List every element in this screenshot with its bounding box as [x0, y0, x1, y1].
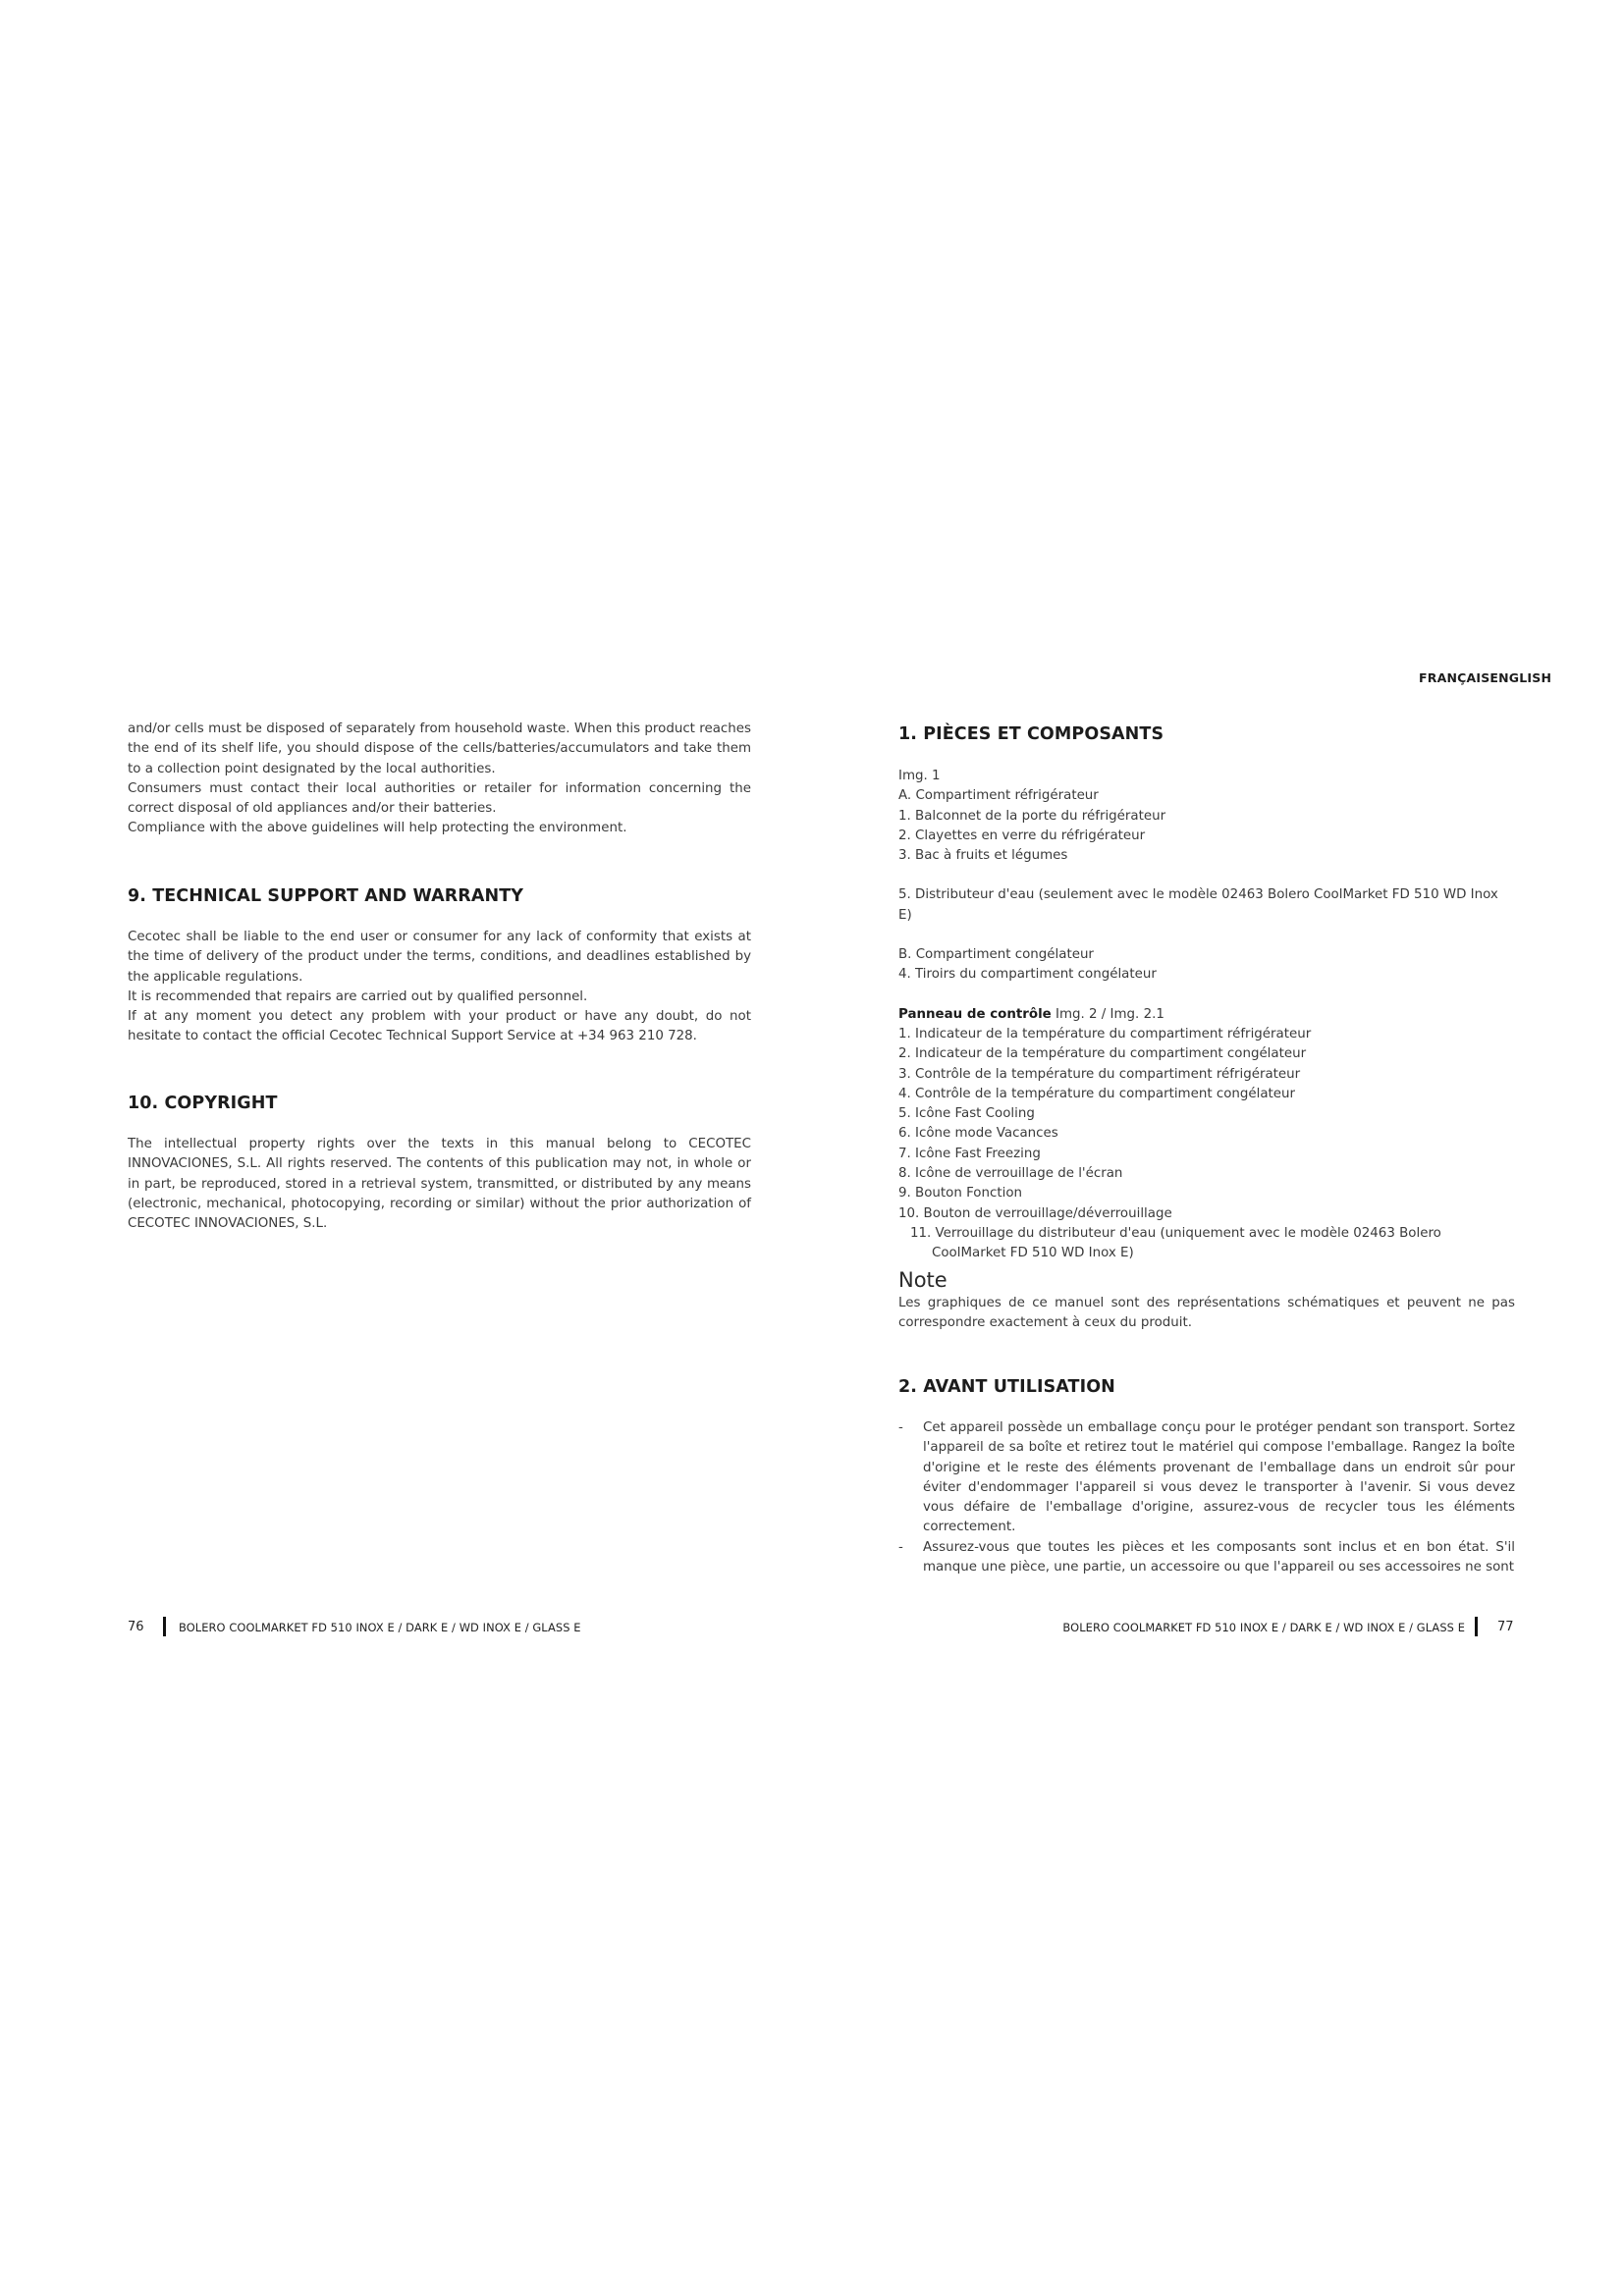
- list-item: 11. Verrouillage du distributeur d'eau (uniquement avec le modèle 02463 Bolero CoolMarket FD 510 WD Inox E): [910, 1225, 1441, 1261]
- language-label: FRANÇAISENGLISH: [1419, 670, 1552, 685]
- section-10-title: 10. COPYRIGHT: [128, 1094, 278, 1113]
- fridge-component-list: [898, 786, 1515, 866]
- list-item: 9. Bouton Fonction: [898, 1186, 1023, 1201]
- list-item: 3. Contrôle de la température du compartiment réfrigérateur: [898, 1066, 1301, 1082]
- list-item: 4. Contrôle de la température du compartiment congélateur: [898, 1086, 1296, 1101]
- warranty-paragraph-3: If at any moment you detect any problem with your product or have any doubt, do not hesitate to contact the official Cecotec Technical Support Service at +34 963 210 728.: [128, 1009, 751, 1044]
- dash-bullet: -: [898, 1420, 903, 1435]
- list-item: A. Compartiment réfrigérateur: [898, 788, 1099, 804]
- list-item: [898, 1538, 1515, 1578]
- list-item: 5. Icône Fast Cooling: [898, 1106, 1035, 1122]
- img-1-label: Img. 1: [898, 769, 941, 783]
- components-list: [898, 767, 1515, 1264]
- left-page-number: 76: [128, 1620, 144, 1634]
- list-item: 6. Icône mode Vacances: [898, 1126, 1058, 1142]
- right-footer-model: BOLERO COOLMARKET FD 510 INOX E / DARK E / WD INOX E / GLASS E: [1062, 1621, 1465, 1634]
- warranty-paragraph-2: It is recommended that repairs are carried out by qualified personnel.: [128, 988, 588, 1004]
- list-item: 10. Bouton de verrouillage/déverrouillage: [898, 1205, 1172, 1221]
- control-panel-list: [898, 1025, 1515, 1264]
- left-intro: [128, 720, 751, 839]
- warranty-paragraph-1: Cecotec shall be liable to the end user or consumer for any lack of conformity that exists at the time of delivery of the product under the terms, conditions, and deadlines established by the applicable regulations.: [128, 930, 751, 985]
- list-item: 3. Bac à fruits et légumes: [898, 848, 1068, 864]
- freezer-component-list: [898, 945, 1515, 986]
- note-text: Les graphiques de ce manuel sont des représentations schématiques et peuvent ne pas correspondre exactement à ceux du produit.: [898, 1296, 1515, 1331]
- list-item: 8. Icône de verrouillage de l'écran: [898, 1166, 1123, 1182]
- list-item: 2. Indicateur de la température du compartiment congélateur: [898, 1046, 1307, 1062]
- list-item: 4. Tiroirs du compartiment congélateur: [898, 967, 1157, 983]
- control-panel-title: Panneau de contrôle: [898, 1006, 1052, 1022]
- before-use-item-1: Cet appareil possède un emballage conçu pour le protéger pendant son transport. Sortez l'appareil de sa boîte et retirez tout le matériel qui compose l'emballage. Rangez la boîte d'origine et le reste des éléments provenant de l'emballage dans un endroit sûr pour éviter d'endommager l'appareil si vous devez le transporter à l'avenir. Si vous devez vous défaire de l'emballage d'origine, assurez-vous de recycler tous les éléments correctement.: [923, 1420, 1515, 1535]
- intro-paragraph-3: Compliance with the above guidelines will help protecting the environment.: [128, 821, 627, 836]
- before-use-list: [898, 1418, 1515, 1577]
- section-9-title: 9. TECHNICAL SUPPORT AND WARRANTY: [128, 886, 524, 906]
- left-footer-divider: [163, 1617, 166, 1636]
- intro-paragraph-1: and/or cells must be disposed of separately from household waste. When this product reaches the end of its shelf life, you should dispose of the cells/batteries/accumulators and take them to a collection point designated by the local authorities.: [128, 721, 751, 776]
- note-title: Note: [898, 1268, 947, 1292]
- left-footer-model: BOLERO COOLMARKET FD 510 INOX E / DARK E / WD INOX E / GLASS E: [179, 1621, 581, 1634]
- list-item: B. Compartiment congélateur: [898, 947, 1094, 963]
- list-item: 2. Clayettes en verre du réfrigérateur: [898, 828, 1146, 843]
- list-item: 1. Balconnet de la porte du réfrigérateur: [898, 808, 1166, 824]
- dash-bullet: -: [898, 1539, 903, 1555]
- list-item: [898, 1418, 1515, 1538]
- dispenser-item: 5. Distributeur d'eau (seulement avec le modèle 02463 Bolero CoolMarket FD 510 WD Inox E): [898, 887, 1498, 923]
- control-panel-heading: [898, 1005, 1515, 1025]
- right-footer-divider: [1475, 1617, 1478, 1636]
- list-item: 7. Icône Fast Freezing: [898, 1146, 1041, 1161]
- before-use-item-2: Assurez-vous que toutes les pièces et les composants sont inclus et en bon état. S'il manque une pièce, une partie, un accessoire ou que l'appareil ou ses accessoires ne sont: [923, 1539, 1515, 1575]
- copyright-paragraph: The intellectual property rights over the texts in this manual belong to CECOTEC INNOVACIONES, S.L. All rights reserved. The contents of this publication may not, in whole or in part, be reproduced, stored in a retrieval system, transmitted, or distributed by any means (electronic, mechanical, photocopying, recording or similar) without the prior authorization of CECOTEC INNOVACIONES, S.L.: [128, 1137, 751, 1232]
- section-2-title: 2. AVANT UTILISATION: [898, 1377, 1115, 1397]
- list-item: 1. Indicateur de la température du compartiment réfrigérateur: [898, 1026, 1312, 1041]
- right-page-number: 77: [1497, 1620, 1514, 1634]
- note-body: [898, 1294, 1515, 1334]
- intro-paragraph-2: Consumers must contact their local authorities or retailer for information concerning the correct disposal of old appliances and/or their batteries.: [128, 780, 751, 817]
- section-9-body: [128, 928, 751, 1047]
- control-panel-img-ref: Img. 2 / Img. 2.1: [1051, 1006, 1164, 1022]
- section-10-body: [128, 1135, 751, 1234]
- section-1-title: 1. PIÈCES ET COMPOSANTS: [898, 724, 1164, 744]
